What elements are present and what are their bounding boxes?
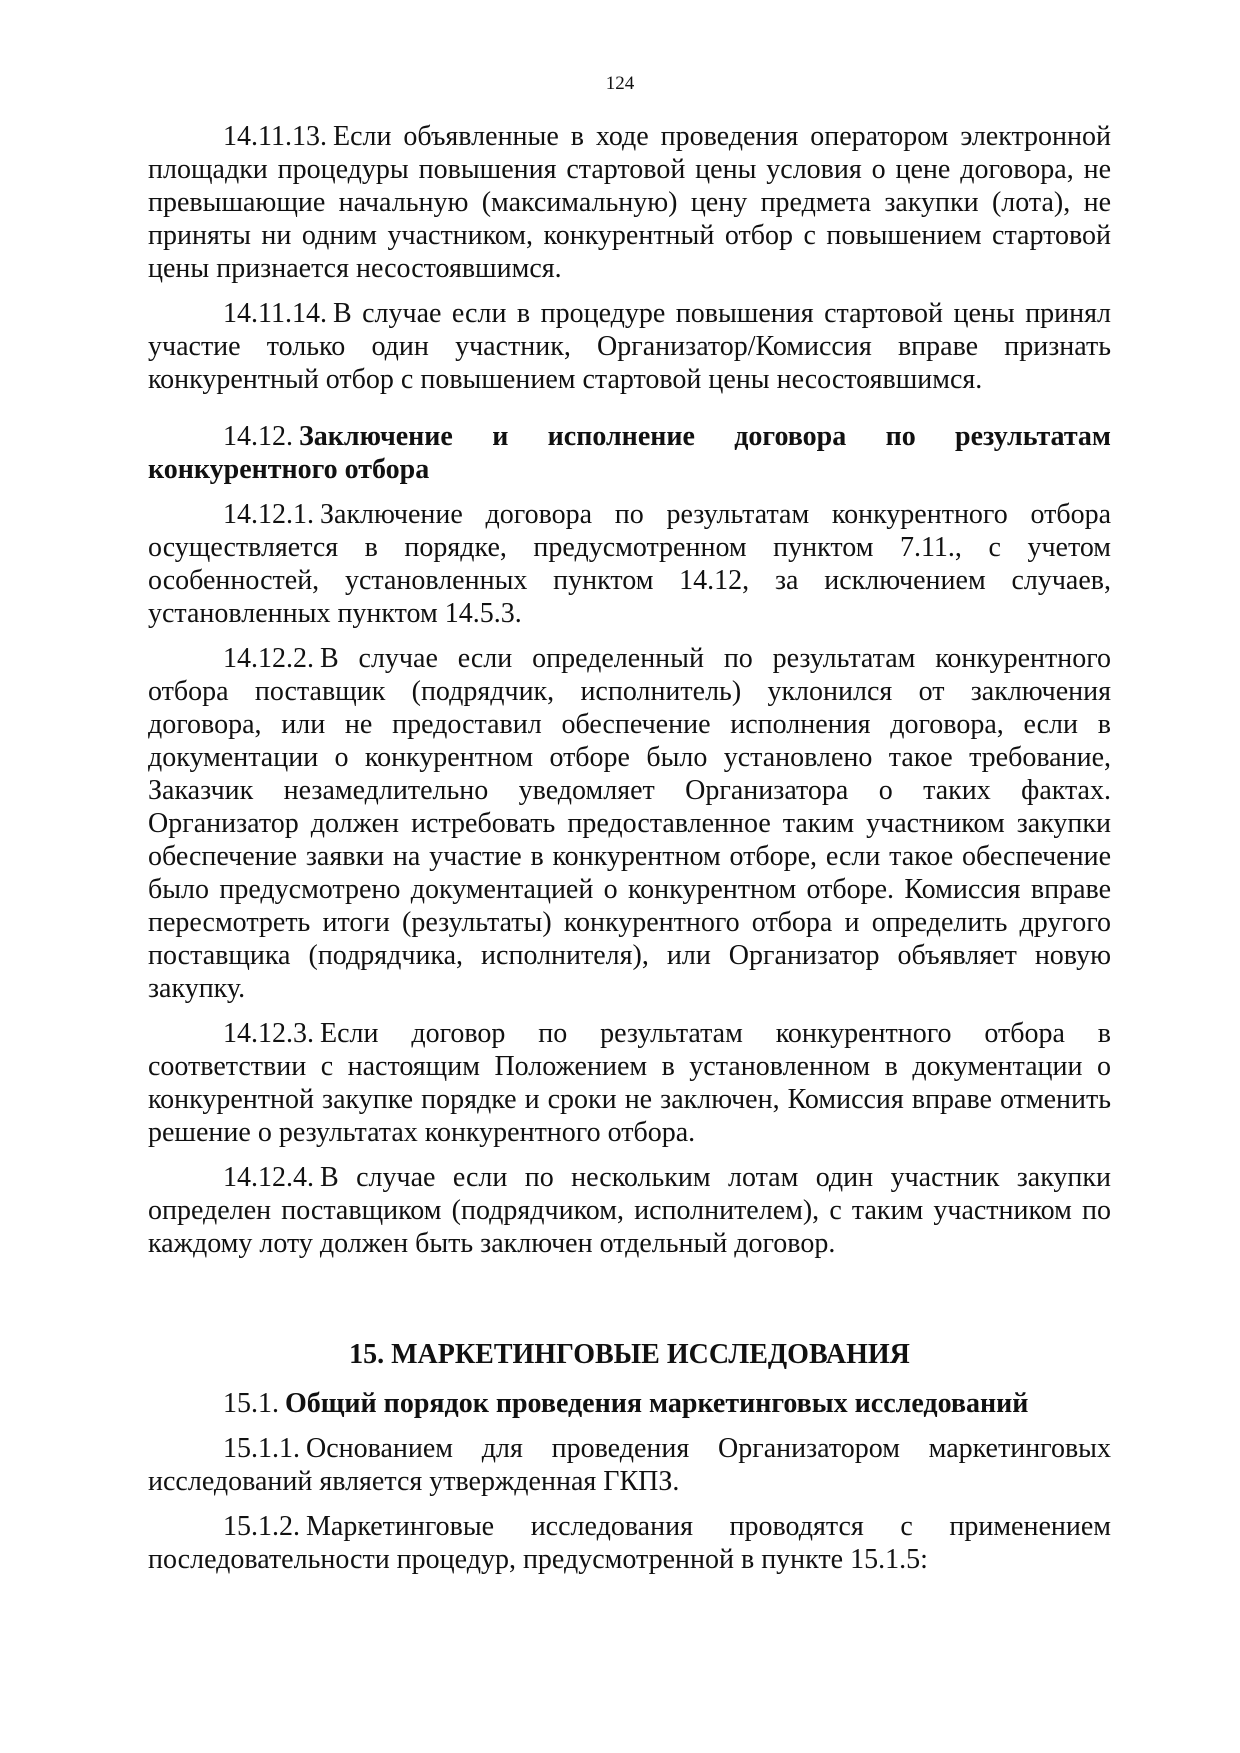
clause-number: 14.11.13. bbox=[223, 121, 327, 152]
section-number: 14.12. bbox=[223, 421, 293, 452]
page-number: 124 bbox=[605, 73, 635, 94]
clause-number: 14.12.2. bbox=[223, 643, 314, 674]
clause-text: Если договор по результатам конкурентного отбора в соответствии с настоящим Положением в установленном в документации о конкурентной закупке порядке и сроки не заключен, Комиссия вправе отменить решение о результатах конкурентного отбора. bbox=[148, 1018, 1111, 1148]
clause-text: Основанием для проведения Организатором маркетинговых исследований является утвержденная ГКПЗ. bbox=[148, 1433, 1111, 1497]
clause-number: 14.12.4. bbox=[223, 1162, 314, 1193]
section-heading-15-1 bbox=[148, 1387, 1111, 1420]
clause-text: Заключение договора по результатам конкурентного отбора осуществляется в порядке, предусмотренном пунктом 7.11., с учетом особенностей, установленных пунктом 14.12, за исключением случаев, установленных пунктом 14.5.3. bbox=[148, 499, 1111, 629]
paragraph-15-1-2 bbox=[148, 1510, 1111, 1576]
clause-text: Маркетинговые исследования проводятся с применением последовательности процедур, предусмотренной в пункте 15.1.5: bbox=[148, 1511, 1111, 1575]
paragraph-14-11-13 bbox=[148, 120, 1111, 285]
clause-number: 14.12.1. bbox=[223, 499, 314, 530]
paragraph-15-1-1 bbox=[148, 1432, 1111, 1498]
section-heading-14-12 bbox=[148, 420, 1111, 486]
page-content bbox=[148, 120, 1111, 1576]
clause-number: 15.1.1. bbox=[223, 1433, 300, 1464]
clause-number: 14.12.3. bbox=[223, 1018, 314, 1049]
section-title: Заключение и исполнение договора по результатам конкурентного отбора bbox=[148, 421, 1111, 485]
paragraph-14-12-4 bbox=[148, 1161, 1111, 1260]
section-title: Общий порядок проведения маркетинговых исследований bbox=[285, 1388, 1029, 1419]
chapter-heading-15: 15. МАРКЕТИНГОВЫЕ ИССЛЕДОВАНИЯ bbox=[349, 1339, 910, 1370]
clause-text: В случае если в процедуре повышения стартовой цены принял участие только один участник, Организатор/Комиссия вправе признать конкурентный отбор с повышением стартовой цены несостоявшимся. bbox=[148, 298, 1111, 395]
clause-number: 15.1.2. bbox=[223, 1511, 300, 1542]
paragraph-14-11-14 bbox=[148, 297, 1111, 396]
clause-text: Если объявленные в ходе проведения оператором электронной площадки процедуры повышения стартовой цены условия о цене договора, не превышающие начальную (максимальную) цену предмета закупки (лота), не приняты ни одним участником, конкурентный отбор с повышением стартовой цены признается несостоявшимся. bbox=[148, 121, 1111, 284]
clause-number: 14.11.14. bbox=[223, 298, 327, 329]
paragraph-14-12-3 bbox=[148, 1017, 1111, 1149]
clause-text: В случае если по нескольким лотам один участник закупки определен поставщиком (подрядчиком, исполнителем), с таким участником по каждому лоту должен быть заключен отдельный договор. bbox=[148, 1162, 1111, 1259]
section-number: 15.1. bbox=[223, 1388, 279, 1419]
paragraph-14-12-1 bbox=[148, 498, 1111, 630]
paragraph-14-12-2 bbox=[148, 642, 1111, 1005]
clause-text: В случае если определенный по результатам конкурентного отбора поставщик (подрядчик, исполнитель) уклонился от заключения договора, или не предоставил обеспечение исполнения договора, если в документации о конкурентном отборе было установлено такое требование, Заказчик незамедлительно уведомляет Организатора о таких фактах. Организатор должен истребовать предоставленное таким участником закупки обеспечение заявки на участие в конкурентном отборе, если такое обеспечение было предусмотрено документацией о конкурентном отборе. Комиссия вправе пересмотреть итоги (результаты) конкурентного отбора и определить другого поставщика (подрядчика, исполнителя), или Организатор объявляет новую закупку. bbox=[148, 643, 1111, 1004]
